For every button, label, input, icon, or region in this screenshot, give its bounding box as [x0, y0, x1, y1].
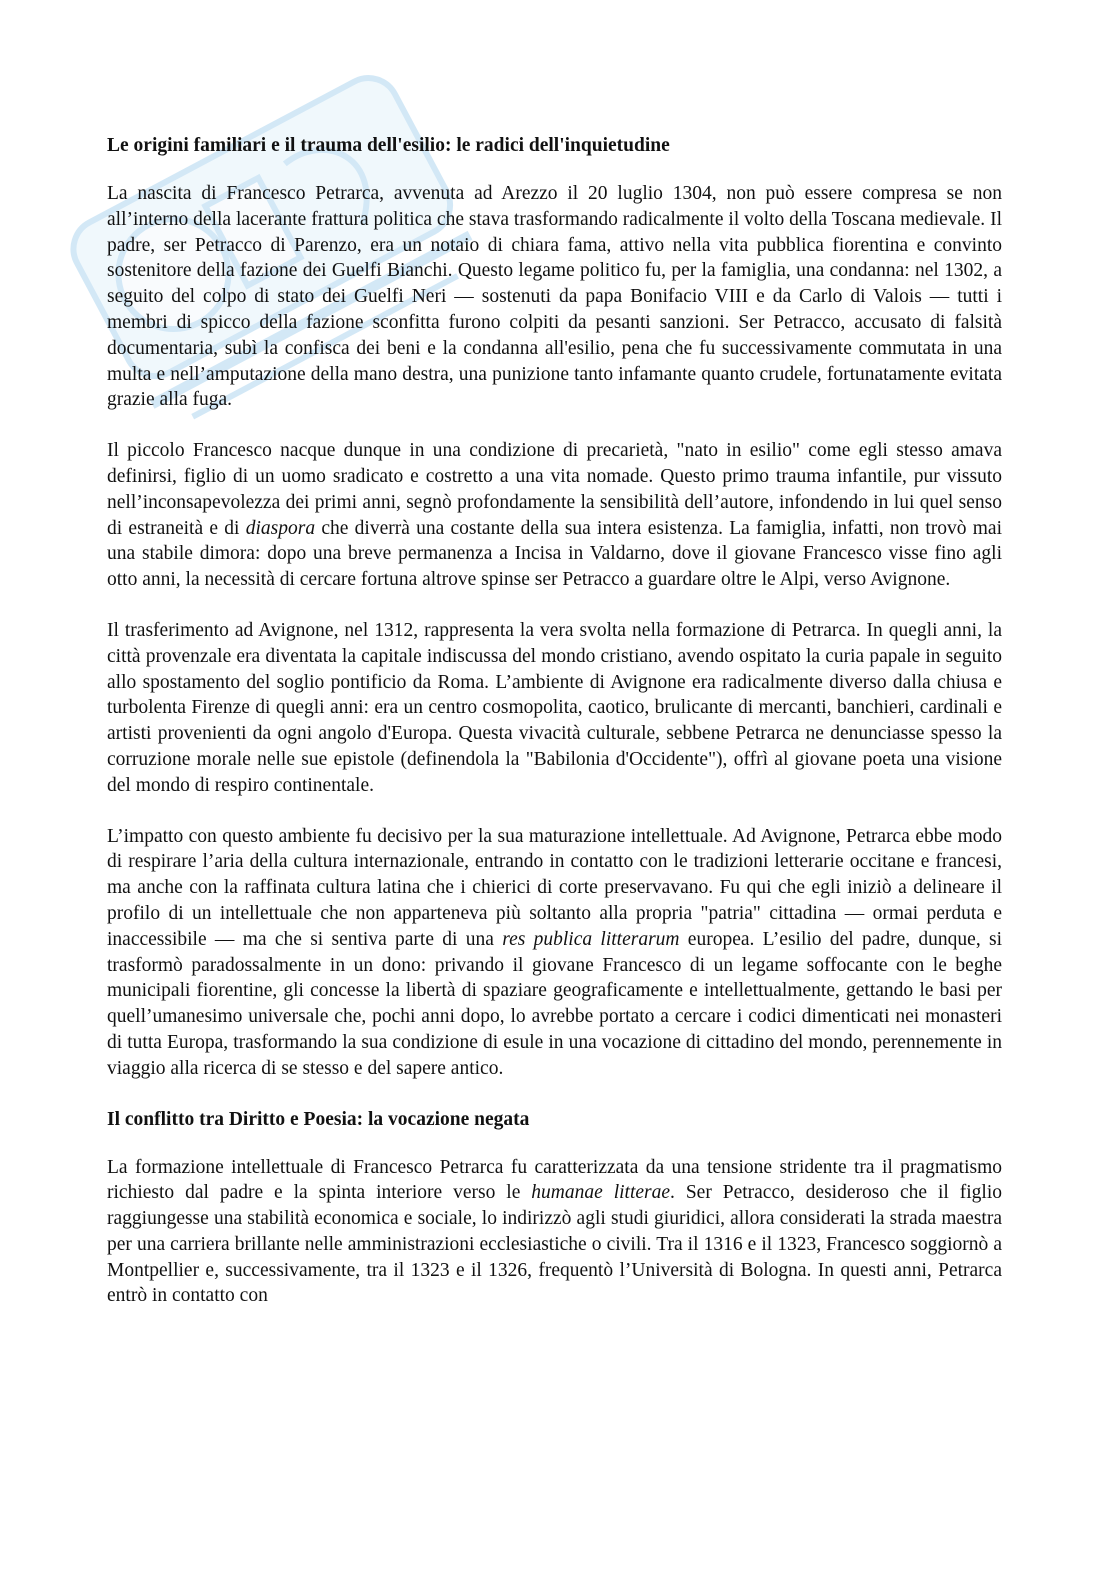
paragraph [107, 618, 1002, 799]
paragraph-text: La nascita di Francesco Petrarca, avvenuta ad Arezzo il 20 luglio 1304, non può essere compresa se non all’interno della lacerante frattura politica che stava trasformando radicalmente il volto della Toscana medievale. Il padre, ser Petracco di Parenzo, era un notaio di chiara fama, attivo nella vita pubblica fiorentina e convinto sostenitore della fazione dei Guelfi Bianchi. Questo legame politico fu, per la famiglia, una condanna: nel 1302, a seguito del colpo di stato dei Guelfi Neri — sostenuti da papa Bonifacio VIII e da Carlo di Valois — tutti i membri di spicco della fazione sconfitta furono colpiti da pesanti sanzioni. Ser Petracco, accusato di falsità documentaria, subì la confisca dei beni e la condanna all'esilio, pena che fu successivamente commutata in una multa e nell’amputazione della mano destra, una punizione tanto infamante quanto crudele, fortunatamente evitata grazie alla fuga. [107, 183, 1002, 411]
paragraph [107, 181, 1002, 413]
paragraph [107, 824, 1002, 1082]
italic-term: diaspora [245, 517, 316, 539]
paragraph-text: L’impatto con questo ambiente fu decisivo per la sua maturazione intellettuale. Ad Avignone, Petrarca ebbe modo di respirare l’aria della cultura internazionale, entrando in contatto con le tradizioni letterarie occitane e francesi, ma anche con la raffinata cultura latina che i chierici di corte preservavano. Fu qui che egli iniziò a delineare il profilo di un intellettuale che non apparteneva più soltanto alla propria "patria" cittadina — ormai perduta e inaccessibile — ma che si sentiva parte di una [107, 825, 1002, 950]
italic-term: humanae litterae [531, 1182, 671, 1204]
paragraph-text: europea. L’esilio del padre, dunque, si trasformò paradossalmente in un dono: privando il giovane Francesco di un legame soffocante con le beghe municipali fiorentine, gli concesse la libertà di spaziare geograficamente e intellettualmente, gettando le basi per quell’umanesimo universale che, pochi anni dopo, lo avrebbe portato a cercare i codici dimenticati nei monasteri di tutta Europa, trasformando la sua condizione di esule in una vocazione di cittadino del mondo, perennemente in viaggio alla ricerca di se stesso e del sapere antico. [107, 928, 1003, 1079]
section-origini [107, 133, 1002, 1082]
paragraph-text: che diverrà una costante della sua intera esistenza. La famiglia, infatti, non trovò mai una stabile dimora: dopo una breve permanenza a Incisa in Valdarno, dove il giovane Francesco visse fino agli otto anni, la necessità di cercare fortuna altrove spinse ser Petracco a guardare oltre le Alpi, verso Avignone. [107, 517, 1002, 591]
section-heading: Il conflitto tra Diritto e Poesia: la vocazione negata [107, 1108, 530, 1130]
paragraph-text: . Ser Petracco, desideroso che il figlio raggiungesse una stabilità economica e sociale, lo indirizzò agli studi giuridici, allora considerati la strada maestra per una carriera brillante nelle amministrazioni ecclesiastiche o civili. Tra il 1316 e il 1323, Francesco soggiornò a Montpellier e, successivamente, tra il 1323 e il 1326, frequentò l’Università di Bologna. In questi anni, Petrarca entrò in contatto con [107, 1182, 1002, 1307]
section-heading: Le origini familiari e il trauma dell'esilio: le radici dell'inquietudine [107, 135, 670, 156]
paragraph-text: Il trasferimento ad Avignone, nel 1312, rappresenta la vera svolta nella formazione di Petrarca. In quegli anni, la città provenzale era diventata la capitale indiscussa del mondo cristiano, avendo ospitato la curia papale in seguito allo spostamento del soglio pontificio da Roma. L’ambiente di Avignone era radicalmente diverso dalla chiusa e turbolenta Firenze di quegli anni: era un centro cosmopolita, caotico, brulicante di mercanti, banchieri, cardinali e artisti provenienti da ogni angolo d'Europa. Questa vivacità culturale, sebbene Petrarca ne denunciasse spesso la corruzione morale nelle sue epistole (definendola la "Babilonia d'Occidente"), offrì al giovane poeta una visione del mondo di respiro continentale. [107, 619, 1002, 796]
italic-term: res publica litterarum [502, 928, 680, 950]
paragraph-text: La formazione intellettuale di Francesco Petrarca fu caratterizzata da una tensione stridente tra il pragmatismo richiesto dal padre e la spinta interiore verso le [107, 1156, 1002, 1204]
paragraph-text: Il piccolo Francesco nacque dunque in una condizione di precarietà, "nato in esilio" come egli stesso amava definirsi, figlio di un uomo sradicato e costretto a una vita nomade. Questo primo trauma infantile, pur vissuto nell’inconsapevolezza dei primi anni, segnò profondamente la sensibilità dell’autore, infondendo in lui quel senso di estraneità e di [107, 440, 1002, 539]
paragraph [107, 1155, 1002, 1310]
section-conflitto [107, 1107, 1002, 1310]
document-page [107, 133, 1002, 1334]
paragraph [107, 438, 1002, 593]
